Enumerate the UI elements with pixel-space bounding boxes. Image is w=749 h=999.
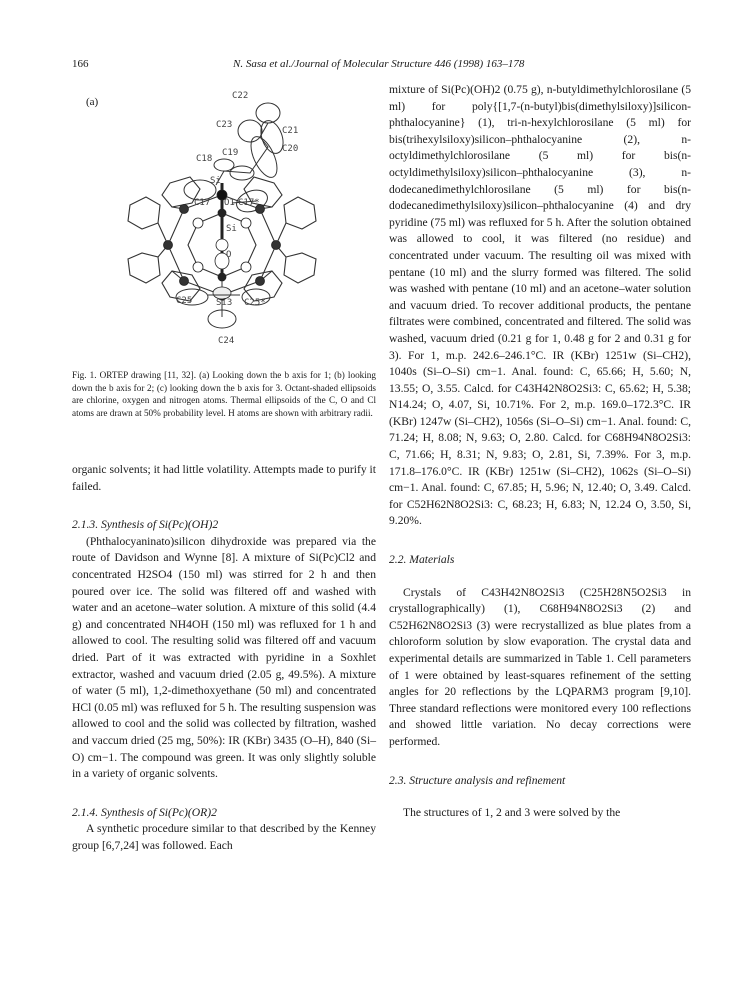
page-number: 166 xyxy=(72,58,89,70)
ortep-drawing xyxy=(72,85,372,355)
atom-label-c20: C20 xyxy=(282,144,299,154)
atom-label-c25: C25 xyxy=(176,296,193,306)
running-head: N. Sasa et al./Journal of Molecular Structure 446 (1998) 163–178 xyxy=(233,58,525,70)
section-body-213: (Phthalocyaninato)silicon dihydroxide was prepared via the route of Davidson and Wynne [8]. A mixture of Si(Pc)Cl2 and concentrated H2SO4 (150 ml) was stirred for 2 h and then poured over ice. The solid was filtered off and washed with water and an acetone–water solution. A mixture of this solid (4.4 g) and concentrated NH4OH (150 ml) was refluxed for 1 h and allowed to cool. The resulting solid was filtered off and vacuum dried. Part of it was extracted with pyridine in a Soxhlet extractor, washed and vacuum dried (2.05 g, 49.5%). A mixture of water (5 ml), 1,2-dimethoxyethane (50 ml) and concentrated HCl (0.05 ml) was refluxed for 5 h. The resulting suspension was allowed to cool and the solid was collected by filtration, washed and vaccum dried (25 mg, 50%): IR (KBr) 3435 (O–H), 840 (Si–O) cm−1. The compound was green. It was only slightly soluble in a variety of organic solvents. xyxy=(72,534,376,781)
atom-label-si3: Si3 xyxy=(216,298,233,308)
atom-label-c17: C17 xyxy=(194,198,211,208)
atom-label-c21: C21 xyxy=(282,126,299,136)
atom-label-si-center: Si xyxy=(226,224,237,234)
intro-paragraph: organic solvents; it had little volatility. Attempts made to purify it failed. xyxy=(72,463,376,493)
atom-label-c19: C19 xyxy=(222,148,239,158)
atom-label-c24: C24 xyxy=(218,336,235,346)
right-column xyxy=(389,82,691,822)
atom-label-c23: C23 xyxy=(216,120,233,130)
section-body-22: Crystals of C43H42N8O2Si3 (C25H28N5O2Si3 in crystallographically) (1), C68H94N8O2Si3 (2) and C52H62N8O2Si3 (3) were recrystallized as blue plates from a chloroform solution by slow evaporation. The crystal data and experimental details are summarized in Table 1. Cell parameters of 1 were obtained by least-squares refinement of the setting angles for 20 reflections by the LQPARM3 program [9,10]. Three standard reflections were monitored every 100 reflections and showed little variation. No decay corrections were performed. xyxy=(389,585,691,748)
figure-caption: Fig. 1. ORTEP drawing [11, 32]. (a) Looking down the b axis for 1; (b) looking down the b axis for 2; (c) looking down the b axis for 3. Octant-shaded ellipsoids are chlorine, oxygen and nitrogen atoms. Thermal ellipsoids of the C, O and Cl atoms are drawn at 50% probability level. H atoms are shown with arbitrary radii. xyxy=(72,370,376,418)
panel-label: (a) xyxy=(86,96,99,108)
ortep-figure xyxy=(72,85,372,355)
atom-ellipsoid xyxy=(238,120,262,142)
atom-ellipsoid xyxy=(246,133,283,181)
section-heading-213: 2.1.3. Synthesis of Si(Pc)(OH)2 xyxy=(72,518,219,532)
section-body-214: A synthetic procedure similar to that described by the Kenney group [6,7,24] was followed. Each xyxy=(72,822,376,852)
section-body-23: The structures of 1, 2 and 3 were solved by the xyxy=(403,806,621,820)
atom-label-o-center: O xyxy=(226,250,232,260)
paragraph-continued: mixture of Si(Pc)(OH)2 (0.75 g), n-butyldimethylchlorosilane (5 ml) for poly{[1,7-(n-butyl)bis(dimethylsiloxy)]silicon-phthalocyanine} (1), tri-n-hexylchlorosilane (5 ml) for bis(trihexylsiloxy)silicon–phthalocyanine (2), n-octyldimethylchlorosilane (5 ml) for bis(n-octyldimethylsiloxy)silicon–phthalocyanine (3), n-dodecanedimethylchlorosilane (5 ml) for bis(n-dodecanedimethylsiloxy)silicon–phthalocyanine (4) and dry pyridine (75 ml) was refluxed for 5 h. After the solution obtained was allowed to cool, it was filtered (no residue) and concentrated under vacuum. The resulting oil was mixed with pentane (10 ml) and the slurry formed was filtered. The solid was washed with pentane (10 ml) and an acetone–water solution and vacuum dried. To recover additional products, the pentane filtrates were combined, concentrated and filtered. The solid was washed, vacuum dried (0.21 g for 1, 0.48 g for 2 and 0.31 g for 3). For 1, m.p. 242.6–246.1°C. IR (KBr) 1251w (Si–CH2), 1040s (Si–O–Si) cm−1. Anal. found: C, 65.66; H, 5.60; N, 13.55; O, 3.55. Calcd. for C43H42N8O2Si3: C, 65.62; H, 5.38; N14.24; O, 4.07, Si, 10.71%. For 2, m.p. 169.0–172.3°C. IR (KBr) 1247w (Si–CH2), 1056s (Si–O–Si) cm−1. Anal. found: C, 71.24; H, 8.08; N, 9.63; O, 2.80. Calcd. for C68H94N8O2Si3: C, 71.66; H, 8.31; N, 9.83; O, 2.81, Si, 7.39%. For 3, m.p. 171.8–176.0°C. IR (KBr) 1251w (Si–CH2), 1062s (Si–O–Si) cm−1. Anal. found: C, 67.85; H, 5.96; N, 12.40; O, 3.49. Calcd. for C52H62N8O2Si3: C, 68.23; H, 6.83; N, 12.24 O, 3.50, Si, 9.20%. xyxy=(389,83,692,528)
atom-label-c18: C18 xyxy=(196,154,213,164)
atom-label-c22: C22 xyxy=(232,91,249,101)
section-heading-23: 2.3. Structure analysis and refinement xyxy=(389,773,566,787)
section-heading-22: 2.2. Materials xyxy=(389,553,455,567)
atom-ellipsoid xyxy=(256,103,280,123)
atom-label-o1: O1 xyxy=(224,198,235,208)
atom-label-c25b: C25* xyxy=(244,298,266,308)
left-column xyxy=(72,462,376,854)
atom-label-si1: Si xyxy=(210,176,221,186)
atom-ellipsoid xyxy=(214,159,234,171)
section-heading-214: 2.1.4. Synthesis of Si(Pc)(OR)2 xyxy=(72,805,217,819)
atom-label-c17b: C17* xyxy=(238,198,260,208)
